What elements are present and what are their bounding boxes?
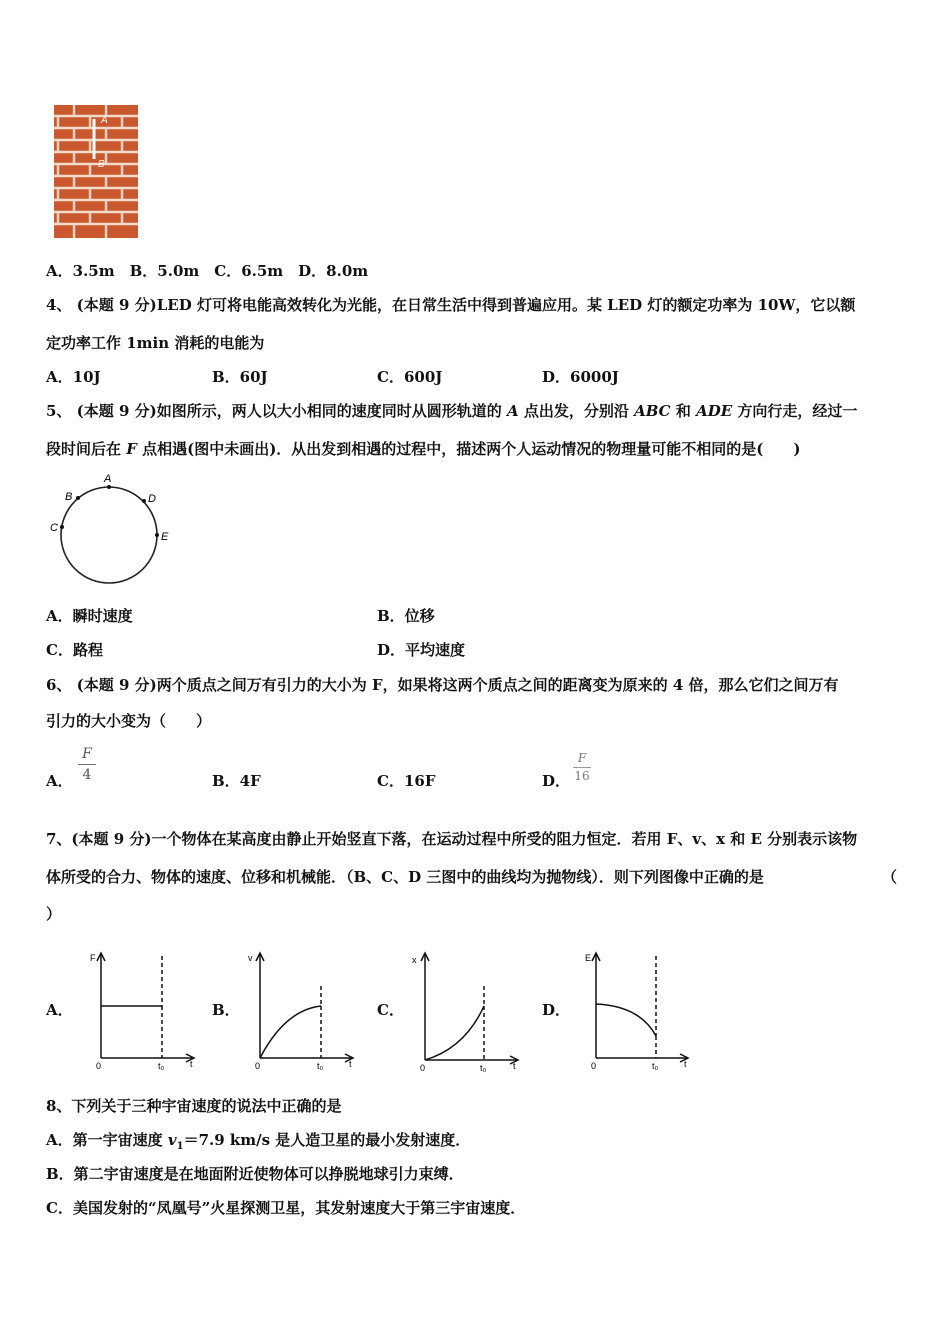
point-a: [107, 485, 111, 489]
svg-text:t: t: [190, 1059, 193, 1069]
brick-label-a: A: [101, 115, 108, 126]
svg-text:t₀: t₀: [652, 1061, 659, 1071]
point-b: [76, 496, 80, 500]
q5-option-d: D．平均速度: [377, 641, 466, 659]
svg-text:x: x: [412, 955, 417, 965]
q5-option-a: A．瞬时速度: [46, 607, 133, 625]
point-e: [155, 533, 159, 537]
label-b: B: [65, 491, 73, 503]
graph-a: [86, 948, 201, 1073]
q6-option-a-fraction: F 4: [76, 745, 98, 784]
q5-line2: 段时间后在 F 点相遇(图中未画出)．从出发到相遇的过程中，描述两个人运动情况的物理量可能不相同的是( ): [46, 440, 801, 458]
q4-option-a: A．10J: [46, 368, 101, 386]
q6-option-a-label: A．: [46, 772, 73, 790]
graph-d: [580, 948, 695, 1073]
svg-text:t₀: t₀: [317, 1061, 324, 1071]
label-c: C: [50, 522, 58, 534]
q4-line2: 定功率工作 1min 消耗的电能为: [46, 334, 265, 352]
circle-track-figure: [46, 470, 176, 590]
q7-line2-paren: （: [882, 868, 898, 886]
q7-line1: 7、(本题 9 分)一个物体在某高度由静止开始竖直下落，在运动过程中所受的阻力恒定．若用 F、v、x 和 E 分别表示该物: [46, 830, 858, 848]
brick-label-b: B: [98, 159, 105, 170]
q8-option-a: A．第一宇宙速度 $v_1=7.9$ km/s 是人造卫星的最小发射速度．: [46, 1131, 471, 1152]
svg-text:t: t: [513, 1061, 516, 1071]
q7-line2: 体所受的合力、物体的速度、位移和机械能．（B、C、D 三图中的曲线均为抛物线）．则下列图像中正确的是: [46, 868, 764, 886]
q6-option-b: B．4F: [212, 772, 261, 790]
graph-b: [245, 948, 360, 1073]
svg-text:E: E: [585, 953, 592, 963]
q4-option-c: C．600J: [377, 368, 443, 386]
q6-line2: 引力的大小变为（ ）: [46, 712, 212, 730]
svg-text:F: F: [90, 953, 96, 963]
q8-option-b: B．第二宇宙速度是在地面附近使物体可以挣脱地球引力束缚．: [46, 1165, 464, 1183]
q6-line1: 6、 (本题 9 分)两个质点之间万有引力的大小为 F，如果将这两个质点之间的距离变为原来的 4 倍，那么它们之间万有: [46, 676, 839, 694]
q7-line3: ）: [46, 905, 62, 923]
brick-wall-figure: [54, 105, 138, 238]
graph-d-option: D．: [542, 1001, 571, 1019]
svg-text:0: 0: [591, 1061, 597, 1071]
label-d: D: [148, 493, 156, 505]
q6-option-d-label: D．: [542, 772, 571, 790]
graph-c: [410, 948, 525, 1073]
svg-text:t: t: [684, 1059, 687, 1069]
point-d: [142, 499, 146, 503]
svg-text:t₀: t₀: [158, 1061, 165, 1071]
q4-option-b: B．60J: [212, 368, 268, 386]
svg-text:0: 0: [96, 1061, 102, 1071]
graph-b-option: B．: [212, 1001, 240, 1019]
q3-options: A．3.5m B．5.0m C．6.5m D．8.0m: [46, 262, 369, 280]
q5-option-b: B．位移: [377, 607, 435, 625]
graph-a-option: A．: [46, 1001, 73, 1019]
svg-text:0: 0: [255, 1061, 261, 1071]
svg-text:t₀: t₀: [480, 1063, 487, 1073]
svg-text:t: t: [349, 1059, 352, 1069]
q8-option-c: C．美国发射的“凤凰号”火星探测卫星，其发射速度大于第三宇宙速度．: [46, 1199, 526, 1217]
q8-line1: 8、下列关于三种宇宙速度的说法中正确的是: [46, 1097, 342, 1115]
q5-line1: 5、 (本题 9 分)如图所示，两人以大小相同的速度同时从圆形轨道的 A 点出发，分别沿 ABC 和 ADE 方向行走，经过一: [46, 402, 858, 420]
graph-c-option: C．: [377, 1001, 404, 1019]
svg-text:0: 0: [420, 1063, 426, 1073]
q6-option-d-fraction: F 16: [574, 751, 590, 783]
q6-option-c: C．16F: [377, 772, 436, 790]
q4-line1: 4、 (本题 9 分)LED 灯可将电能高效转化为光能，在日常生活中得到普遍应用。某 LED 灯的额定功率为 10W，它以额: [46, 296, 856, 314]
q4-option-d: D．6000J: [542, 368, 619, 386]
q5-option-c: C．路程: [46, 641, 103, 659]
svg-text:v: v: [248, 953, 253, 963]
label-e: E: [161, 531, 169, 543]
point-c: [60, 525, 64, 529]
label-a: A: [104, 473, 112, 485]
